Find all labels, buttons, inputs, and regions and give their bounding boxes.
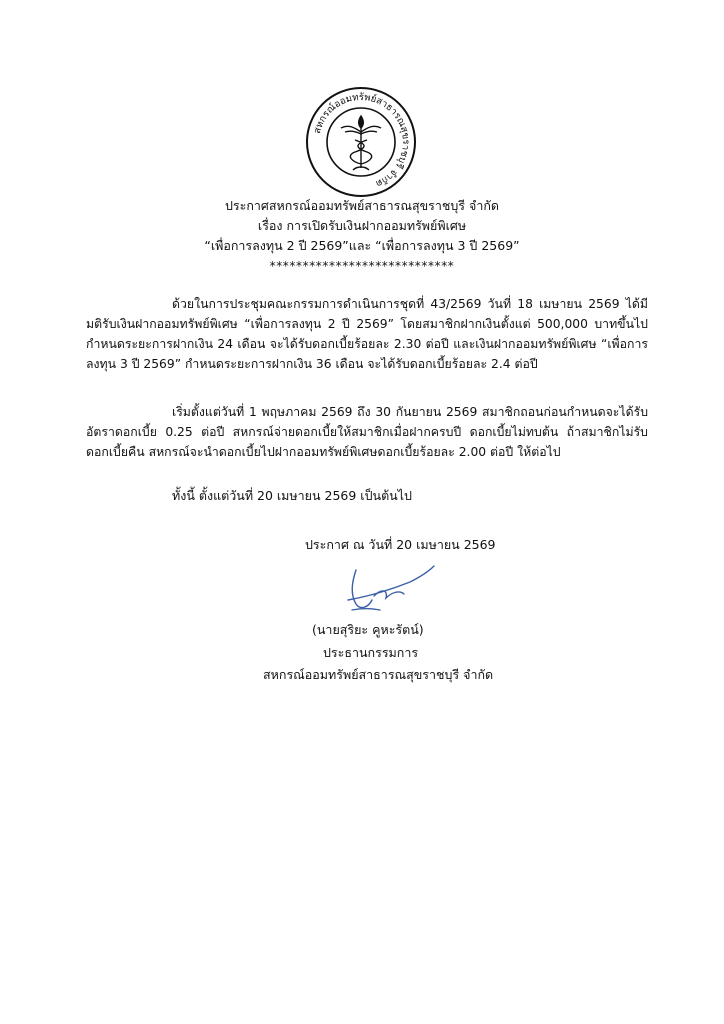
handwritten-signature xyxy=(330,560,440,616)
signatory-position: ประธานกรรมการ xyxy=(323,645,419,660)
body-paragraph-2 xyxy=(86,402,648,462)
signatory-organization: สหกรณ์ออมทรัพย์สาธารณสุขราชบุรี จำกัด xyxy=(263,667,494,682)
announcement-subject: เรื่อง การเปิดรับเงินฝากออมทรัพย์พิเศษ xyxy=(257,218,467,233)
signatory-name: (นายสุริยะ คูหะรัตน์) xyxy=(312,622,424,637)
seal-ring-text: สหกรณ์ออมทรัพย์สาธารณสุขราชบุรี จำกัด xyxy=(311,91,412,189)
separator-stars: **************************** xyxy=(269,259,455,273)
announcement-date: ประกาศ ณ วันที่ 20 เมษายน 2569 xyxy=(305,537,496,552)
cooperative-seal-logo xyxy=(305,86,417,198)
caduceus-torch-icon xyxy=(341,116,381,170)
body-paragraph-2-text: เริ่มตั้งแต่วันที่ 1 พฤษภาคม 2569 ถึง 30 กันยายน 2569 สมาชิกถอนก่อนกำหนดจะได้รับอัตราดอกเบี้ย 0.25 ต่อปี สหกรณ์จ่ายดอกเบี้ยให้สมาชิกเมื่อฝากครบปี ดอกเบี้ยไม่ทบต้น ถ้าสมาชิกไม่รับดอกเบี้ยคืน สหกรณ์จะนำดอกเบี้ยไปฝากออมทรัพย์พิเศษดอกเบี้ยร้อยละ 2.00 ต่อปี ให้ต่อไป xyxy=(86,405,648,459)
announcement-subject-detail: “เพื่อการลงทุน 2 ปี 2569”และ “เพื่อการลงทุน 3 ปี 2569” xyxy=(204,238,520,253)
effective-date-text: ทั้งนี้ ตั้งแต่วันที่ 20 เมษายน 2569 เป็นต้นไป xyxy=(172,488,412,503)
body-paragraph-1 xyxy=(86,294,648,374)
body-paragraph-1-text: ด้วยในการประชุมคณะกรรมการดำเนินการชุดที่ 43/2569 วันที่ 18 เมษายน 2569 ได้มีมติรับเงินฝากออมทรัพย์พิเศษ “เพื่อการลงทุน 2 ปี 2569” โดยสมาชิกฝากเงินตั้งแต่ 500,000 บาทขึ้นไป กำหนดระยะการฝากเงิน 24 เดือน จะได้รับดอกเบี้ยร้อยละ 2.30 ต่อปี และเงินฝากออมทรัพย์พิเศษ “เพื่อการลงทุน 3 ปี 2569” กำหนดระยะการฝากเงิน 36 เดือน จะได้รับดอกเบี้ยร้อยละ 2.4 ต่อปี xyxy=(86,297,648,371)
announcement-title: ประกาศสหกรณ์ออมทรัพย์สาธารณสุขราชบุรี จำกัด xyxy=(224,198,500,213)
